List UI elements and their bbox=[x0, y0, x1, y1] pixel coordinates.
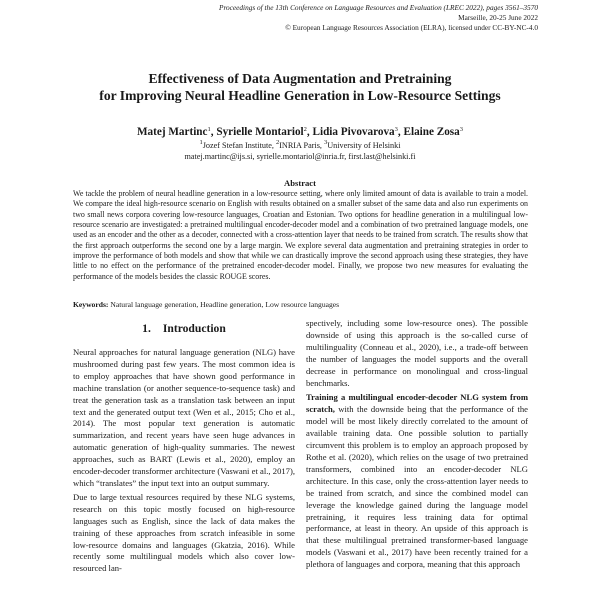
section-number: 1. bbox=[142, 322, 151, 335]
keywords bbox=[73, 300, 528, 310]
paper-title bbox=[0, 70, 600, 104]
author-emails: matej.martinc@ijs.si, syrielle.montariol@inria.fr, first.last@helsinki.fi bbox=[184, 151, 416, 161]
author-list bbox=[0, 123, 600, 139]
author: Elaine Zosa$^3$ bbox=[403, 126, 464, 138]
affiliations-block bbox=[0, 138, 600, 162]
intro-paragraph-4 bbox=[306, 392, 528, 571]
conference-line: Proceedings of the 13th Conference on Language Resources and Evaluation (LREC 2022), pages 3561–3570 bbox=[219, 3, 538, 12]
abstract-heading: Abstract bbox=[284, 178, 316, 188]
intro-paragraph-1: Neural approaches for natural language generation (NLG) have mushroomed during past few years. The most common idea is to employ approaches that have shown good performance in machine translation (or another sequence-to-sequence task) and treat the generation task as a translation task between an input text and the generated output text (Wen et al., 2015; Cho et al., 2014). The most popular text generation is automatic summarization, and recent years have seen huge advances in automatic generation of high-quality summaries. The newest approaches, such as BART (Lewis et al., 2020), employ an encoder-decoder transformer architecture (Vaswani et al., 2017), which “translates” the input text into an output summary. bbox=[73, 347, 295, 488]
affiliations: $^1$Jozef Stefan Institute, $^2$INRIA Paris, $^3$University of Helsinki bbox=[199, 139, 401, 150]
left-column bbox=[73, 318, 295, 577]
paragraph-run-in-heading: Training a multilingual encoder-decoder NLG system from scratch, bbox=[306, 392, 528, 415]
author: Lidia Pivovarova$^3$, bbox=[312, 126, 404, 138]
section-title: Introduction bbox=[162, 322, 226, 335]
keywords-list: Natural language generation, Headline generation, Low resource languages bbox=[110, 300, 340, 309]
location-date: Marseille, 20-25 June 2022 bbox=[458, 13, 538, 22]
author: Matej Martinc$^1$, bbox=[136, 126, 217, 138]
section-heading-introduction bbox=[73, 322, 295, 336]
title-line-1: Effectiveness of Data Augmentation and Pretraining bbox=[148, 71, 452, 86]
intro-paragraph-2: Due to large textual resources required by these NLG systems, research on this topic mostly focused on high-resource languages such as English, since the lack of data makes the training of these approaches from scratch infeasible in some low-resource domains and languages (Gkatzia, 2016). While recently some multilingual models which also cover low-resourced lan- bbox=[73, 491, 295, 574]
right-column bbox=[306, 318, 528, 573]
intro-paragraph-3: spectively, including some low-resource ones). The possible downside of using this approach is the so-called curse of multilinguality (Conneau et al., 2020), i.e., a trade-off between the number of languages the model supports and the overall decrease in performance on monolingual and cross-lingual benchmarks. bbox=[306, 318, 528, 388]
keywords-label: Keywords: bbox=[73, 300, 109, 309]
title-line-2: for Improving Neural Headline Generation in Low-Resource Settings bbox=[99, 88, 501, 103]
abstract-text: We tackle the problem of neural headline generation in a low-resource setting, where only limited amount of data is available to train a model. We compare the ideal high-resource scenario on English with results obtained on a smaller subset of the same data and also run experiments on two small news corpora covering low-resource languages, Croatian and Estonian. Two options for headline generation in a multilingual low-resource scenario are investigated: a pretrained multilingual encoder-decoder model and a combination of two pretrained language models, one used as an encoder and the other as a decoder, connected with a cross-attention layer that needs to be trained from scratch. The results show that the first approach outperforms the second one by a large margin. We explore several data augmentation and pretraining strategies in order to improve the performance of both models and show that while we can drastically improve the second approach using these strategies, they have little to no effect on the performance of the pretrained encoder-decoder model. Finally, we propose two new measures for evaluating the performance of the models besides the classic ROUGE scores. bbox=[73, 189, 528, 281]
license-line: © European Language Resources Association (ELRA), licensed under CC-BY-NC-4.0 bbox=[285, 23, 538, 32]
paragraph-body: with the downside being that the performance of the model will be most likely directly correlated to the amount of available training data. One possible solution to partially circumvent this problem is to employ an approach proposed by Rothe et al. (2020), which relies on the usage of two pretrained transformers, combined into an encoder-decoder NLG architecture. In this case, only the cross-attention layer needs to be trained from scratch, and since the combined model can leverage the knowledge gained during the language model pretraining, it requires less training data for optimal performance, at least in theory. An upside of this approach is that these multilingual pretrained transformer-based language models (Vaswani et al., 2017) have been recently trained for a plethora of languages and corpora, meaning that this approach bbox=[306, 404, 528, 570]
page-header-meta bbox=[219, 3, 538, 33]
author: Syrielle Montariol$^2$, bbox=[216, 126, 313, 138]
